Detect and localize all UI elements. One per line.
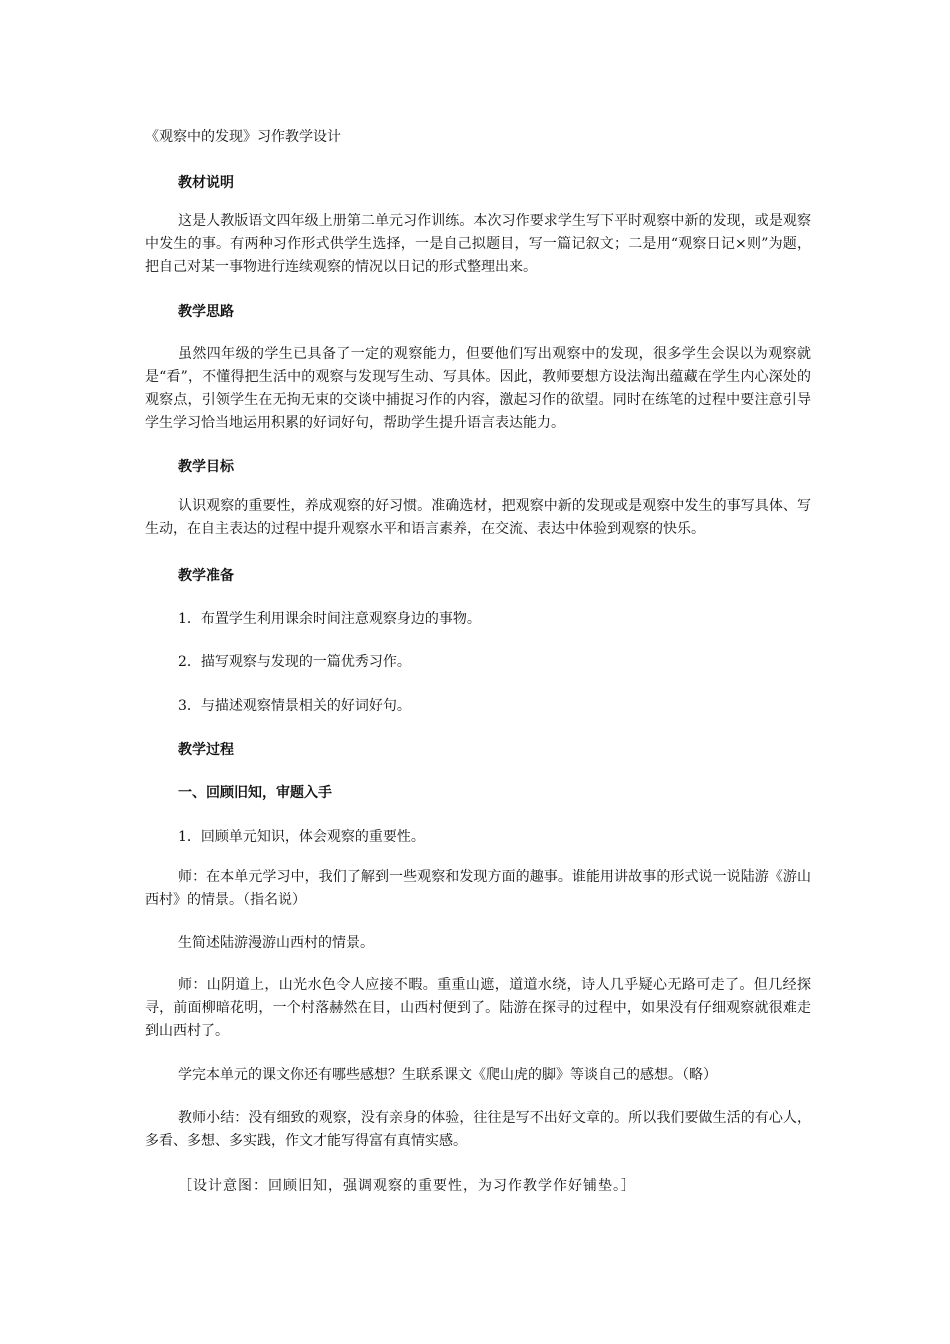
paragraph-materials: 这是人教版语文四年级上册第二单元习作训练。本次习作要求学生写下平时观察中新的发现，或是观察中发生的事。有两种习作形式供学生选择，一是自己拟题目，写一篇记叙文；二是用“观察日记×则”为题，把自己对某一事物进行连续观察的情况以日记的形式整理出来。 <box>145 213 811 275</box>
heading-process: 教学过程 <box>178 742 234 758</box>
heading-materials: 教材说明 <box>178 175 234 191</box>
list-item: 2．描写观察与发现的一篇优秀习作。 <box>178 654 411 670</box>
heading-step-one: 一、回顾旧知，审题入手 <box>178 785 332 801</box>
heading-preparation: 教学准备 <box>178 568 234 584</box>
heading-approach: 教学思路 <box>178 304 234 320</box>
list-item: 1．回顾单元知识，体会观察的重要性。 <box>178 829 425 845</box>
design-intent-note: ［设计意图：回顾旧知，强调观察的重要性，为习作教学作好铺垫。］ <box>178 1178 636 1194</box>
paragraph-teacher-narration: 师：山阴道上，山光水色令人应接不暇。重重山遮，道道水绕，诗人几乎疑心无路可走了。但几经探寻，前面柳暗花明，一个村落赫然在目，山西村便到了。陆游在探寻的过程中，如果没有仔细观察就很难走到山西村了。 <box>145 977 811 1039</box>
paragraph-goals: 认识观察的重要性，养成观察的好习惯。准确选材，把观察中新的发现或是观察中发生的事写具体、写生动，在自主表达的过程中提升观察水平和语言素养，在交流、表达中体验到观察的快乐。 <box>145 498 811 537</box>
paragraph-teacher-question: 师：在本单元学习中，我们了解到一些观察和发现方面的趣事。谁能用讲故事的形式说一说陆游《游山西村》的情景。（指名说） <box>145 869 811 908</box>
heading-goals: 教学目标 <box>178 459 234 475</box>
paragraph-student-response: 生简述陆游漫游山西村的情景。 <box>178 935 374 951</box>
list-item: 3．与描述观察情景相关的好词好句。 <box>178 698 411 714</box>
paragraph-reflection: 学完本单元的课文你还有哪些感想？生联系课文《爬山虎的脚》等谈自己的感想。（略） <box>178 1067 717 1083</box>
list-item: 1．布置学生利用课余时间注意观察身边的事物。 <box>178 611 481 627</box>
paragraph-approach: 虽然四年级的学生已具备了一定的观察能力，但要他们写出观察中的发现，很多学生会误以为观察就是“看”，不懂得把生活中的观察与发现写生动、写具体。因此，教师要想方设法淘出蕴藏在学生内心深处的观察点，引领学生在无拘无束的交谈中捕捉习作的内容，激起习作的欲望。同时在练笔的过程中要注意引导学生学习恰当地运用积累的好词好句，帮助学生提升语言表达能力。 <box>145 346 811 431</box>
document-title: 《观察中的发现》习作教学设计 <box>145 129 341 145</box>
paragraph-teacher-summary: 教师小结：没有细致的观察，没有亲身的体验，往往是写不出好文章的。所以我们要做生活的有心人，多看、多想、多实践，作文才能写得富有真情实感。 <box>145 1110 811 1149</box>
